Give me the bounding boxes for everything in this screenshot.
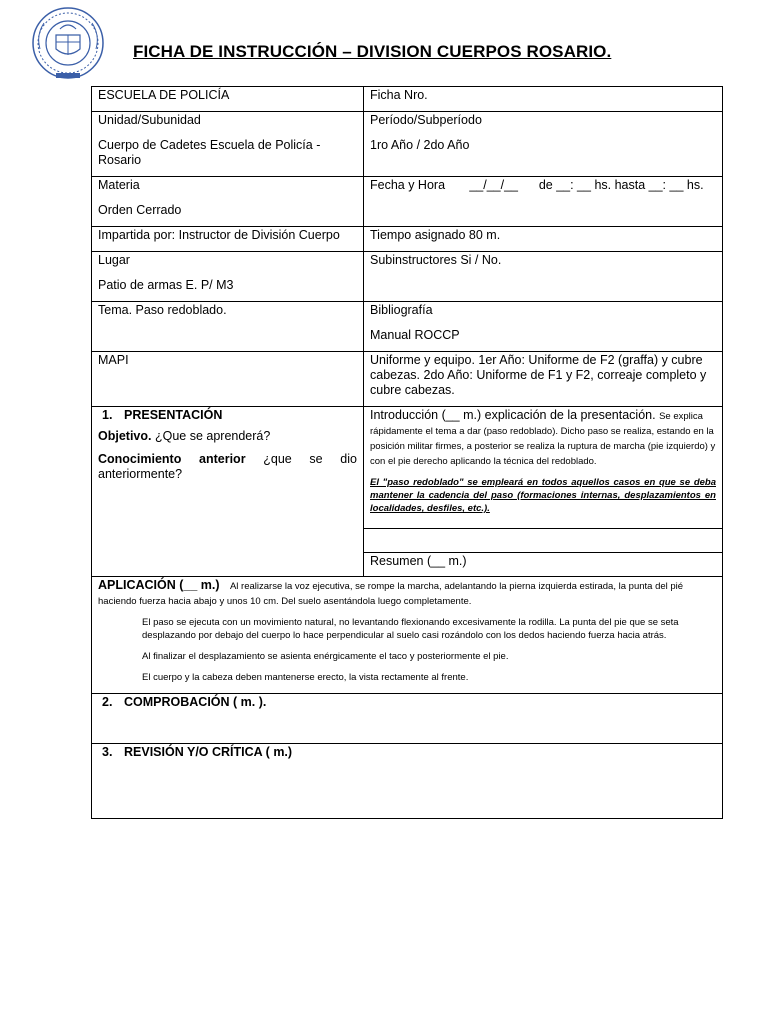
objetivo-text: ¿Que se aprenderá? [154, 429, 271, 443]
escuela-label: ESCUELA DE POLICÍA [98, 88, 230, 102]
materia-label: Materia [98, 178, 140, 192]
bibliografia-label: Bibliografía [370, 303, 433, 317]
aplicacion-cell [92, 577, 723, 694]
page-title: FICHA DE INSTRUCCIÓN – DIVISION CUERPOS ROSARIO. [133, 42, 612, 61]
comprobacion-cell [92, 694, 723, 744]
tiempo-cell [364, 227, 723, 252]
conocimiento-text: ¿que se dio anteriormente? [98, 452, 357, 481]
comprobacion-heading: 2. COMPROBACIÓN ( m. ). [102, 695, 267, 709]
bibliografia-cell [364, 302, 723, 352]
bibliografia-value: Manual ROCCP [370, 328, 460, 342]
introduccion-text: Se explica rápidamente el tema a dar (paso redoblado). Dicho paso se realiza, estando en la posición militar firmes, a posterior se realiza la ruptura de marcha (pie izquierdo) y con el pie derecho aplicando la técnica del redoblado. [370, 411, 716, 467]
aplicacion-p3: Al finalizar el desplazamiento se asienta enérgicamente el taco y posteriormente el pie. [142, 651, 509, 662]
aplicacion-p4: El cuerpo y la cabeza deben mantenerse erecto, la vista rectamente al frente. [142, 672, 469, 683]
aplicacion-p1-line [98, 578, 716, 608]
ficha-label: Ficha Nro. [370, 88, 428, 102]
paso-redoblado-note: El "paso redoblado" se empleará en todos aquellos casos en que se deba mantener la cadencia del paso (formaciones internas, desplazamientos en localidades, desfiles, etc.). [370, 477, 716, 514]
subinstructores-text: Subinstructores Si / No. [370, 253, 502, 267]
introduccion-block [370, 408, 716, 468]
periodo-value: 1ro Año / 2do Año [370, 138, 470, 152]
revision-cell [92, 744, 723, 819]
introduccion-label: Introducción (__ m.) explicación de la presentación. [370, 408, 656, 422]
resumen-cell [364, 553, 723, 577]
impartida-cell [92, 227, 364, 252]
uniforme-cell [364, 352, 723, 407]
periodo-label: Período/Subperíodo [370, 113, 482, 127]
presentacion-heading: 1. PRESENTACIÓN [102, 408, 223, 422]
blank-cell [364, 529, 723, 553]
instruction-form-table [91, 86, 723, 819]
tema-cell [92, 302, 364, 352]
impartida-text: Impartida por: Instructor de División Cuerpo [98, 228, 340, 242]
objetivo-line [98, 429, 357, 444]
police-school-seal-icon [30, 5, 106, 85]
mapi-cell [92, 352, 364, 407]
materia-value: Orden Cerrado [98, 203, 182, 217]
presentacion-cell [92, 407, 364, 577]
escuela-cell [92, 87, 364, 112]
fecha-hora-text: Fecha y Hora __/__/__ de __: __ hs. hasta __: __ hs. [370, 178, 704, 192]
aplicacion-p1: Al realizarse la voz ejecutiva, se rompe la marcha, adelantando la pierna izquierda estirada, la punta del pié haciendo fuerza hacia abajo y unos 10 cm. Del suelo asentándola luego completamente. [98, 581, 684, 607]
unidad-value: Cuerpo de Cadetes Escuela de Policía - Rosario [98, 138, 321, 167]
materia-cell [92, 177, 364, 227]
lugar-cell [92, 252, 364, 302]
lugar-value: Patio de armas E. P/ M3 [98, 278, 234, 292]
ficha-cell [364, 87, 723, 112]
revision-heading: 3. REVISIÓN Y/O CRÍTICA ( m.) [102, 745, 293, 759]
aplicacion-heading: APLICACIÓN (__ m.) [98, 578, 220, 592]
unidad-label: Unidad/Subunidad [98, 113, 201, 127]
unidad-cell [92, 112, 364, 177]
tiempo-text: Tiempo asignado 80 m. [370, 228, 501, 242]
uniforme-text: Uniforme y equipo. 1er Año: Uniforme de F2 (graffa) y cubre cabezas. 2do Año: Uniforme de F1 y F2, correaje completo y cubre cabezas. [370, 353, 707, 397]
periodo-cell [364, 112, 723, 177]
mapi-text: MAPI [98, 353, 129, 367]
introduccion-cell [364, 407, 723, 529]
resumen-text: Resumen (__ m.) [370, 554, 467, 568]
aplicacion-p2: El paso se ejecuta con un movimiento natural, no levantando flexionando excesivamente la rodilla. La punta del pie que se seta desplazando por debajo del cuerpo lo hace perpendicular al suelo casi rozándolo con los dedos haciendo fuerza hacia atrás. [142, 617, 679, 641]
tema-text: Tema. Paso redoblado. [98, 303, 227, 317]
subinstructores-cell [364, 252, 723, 302]
conocimiento-label: Conocimiento anterior [98, 452, 246, 466]
objetivo-label: Objetivo. [98, 429, 152, 443]
lugar-label: Lugar [98, 253, 130, 267]
conocimiento-line [98, 452, 357, 482]
fecha-cell [364, 177, 723, 227]
